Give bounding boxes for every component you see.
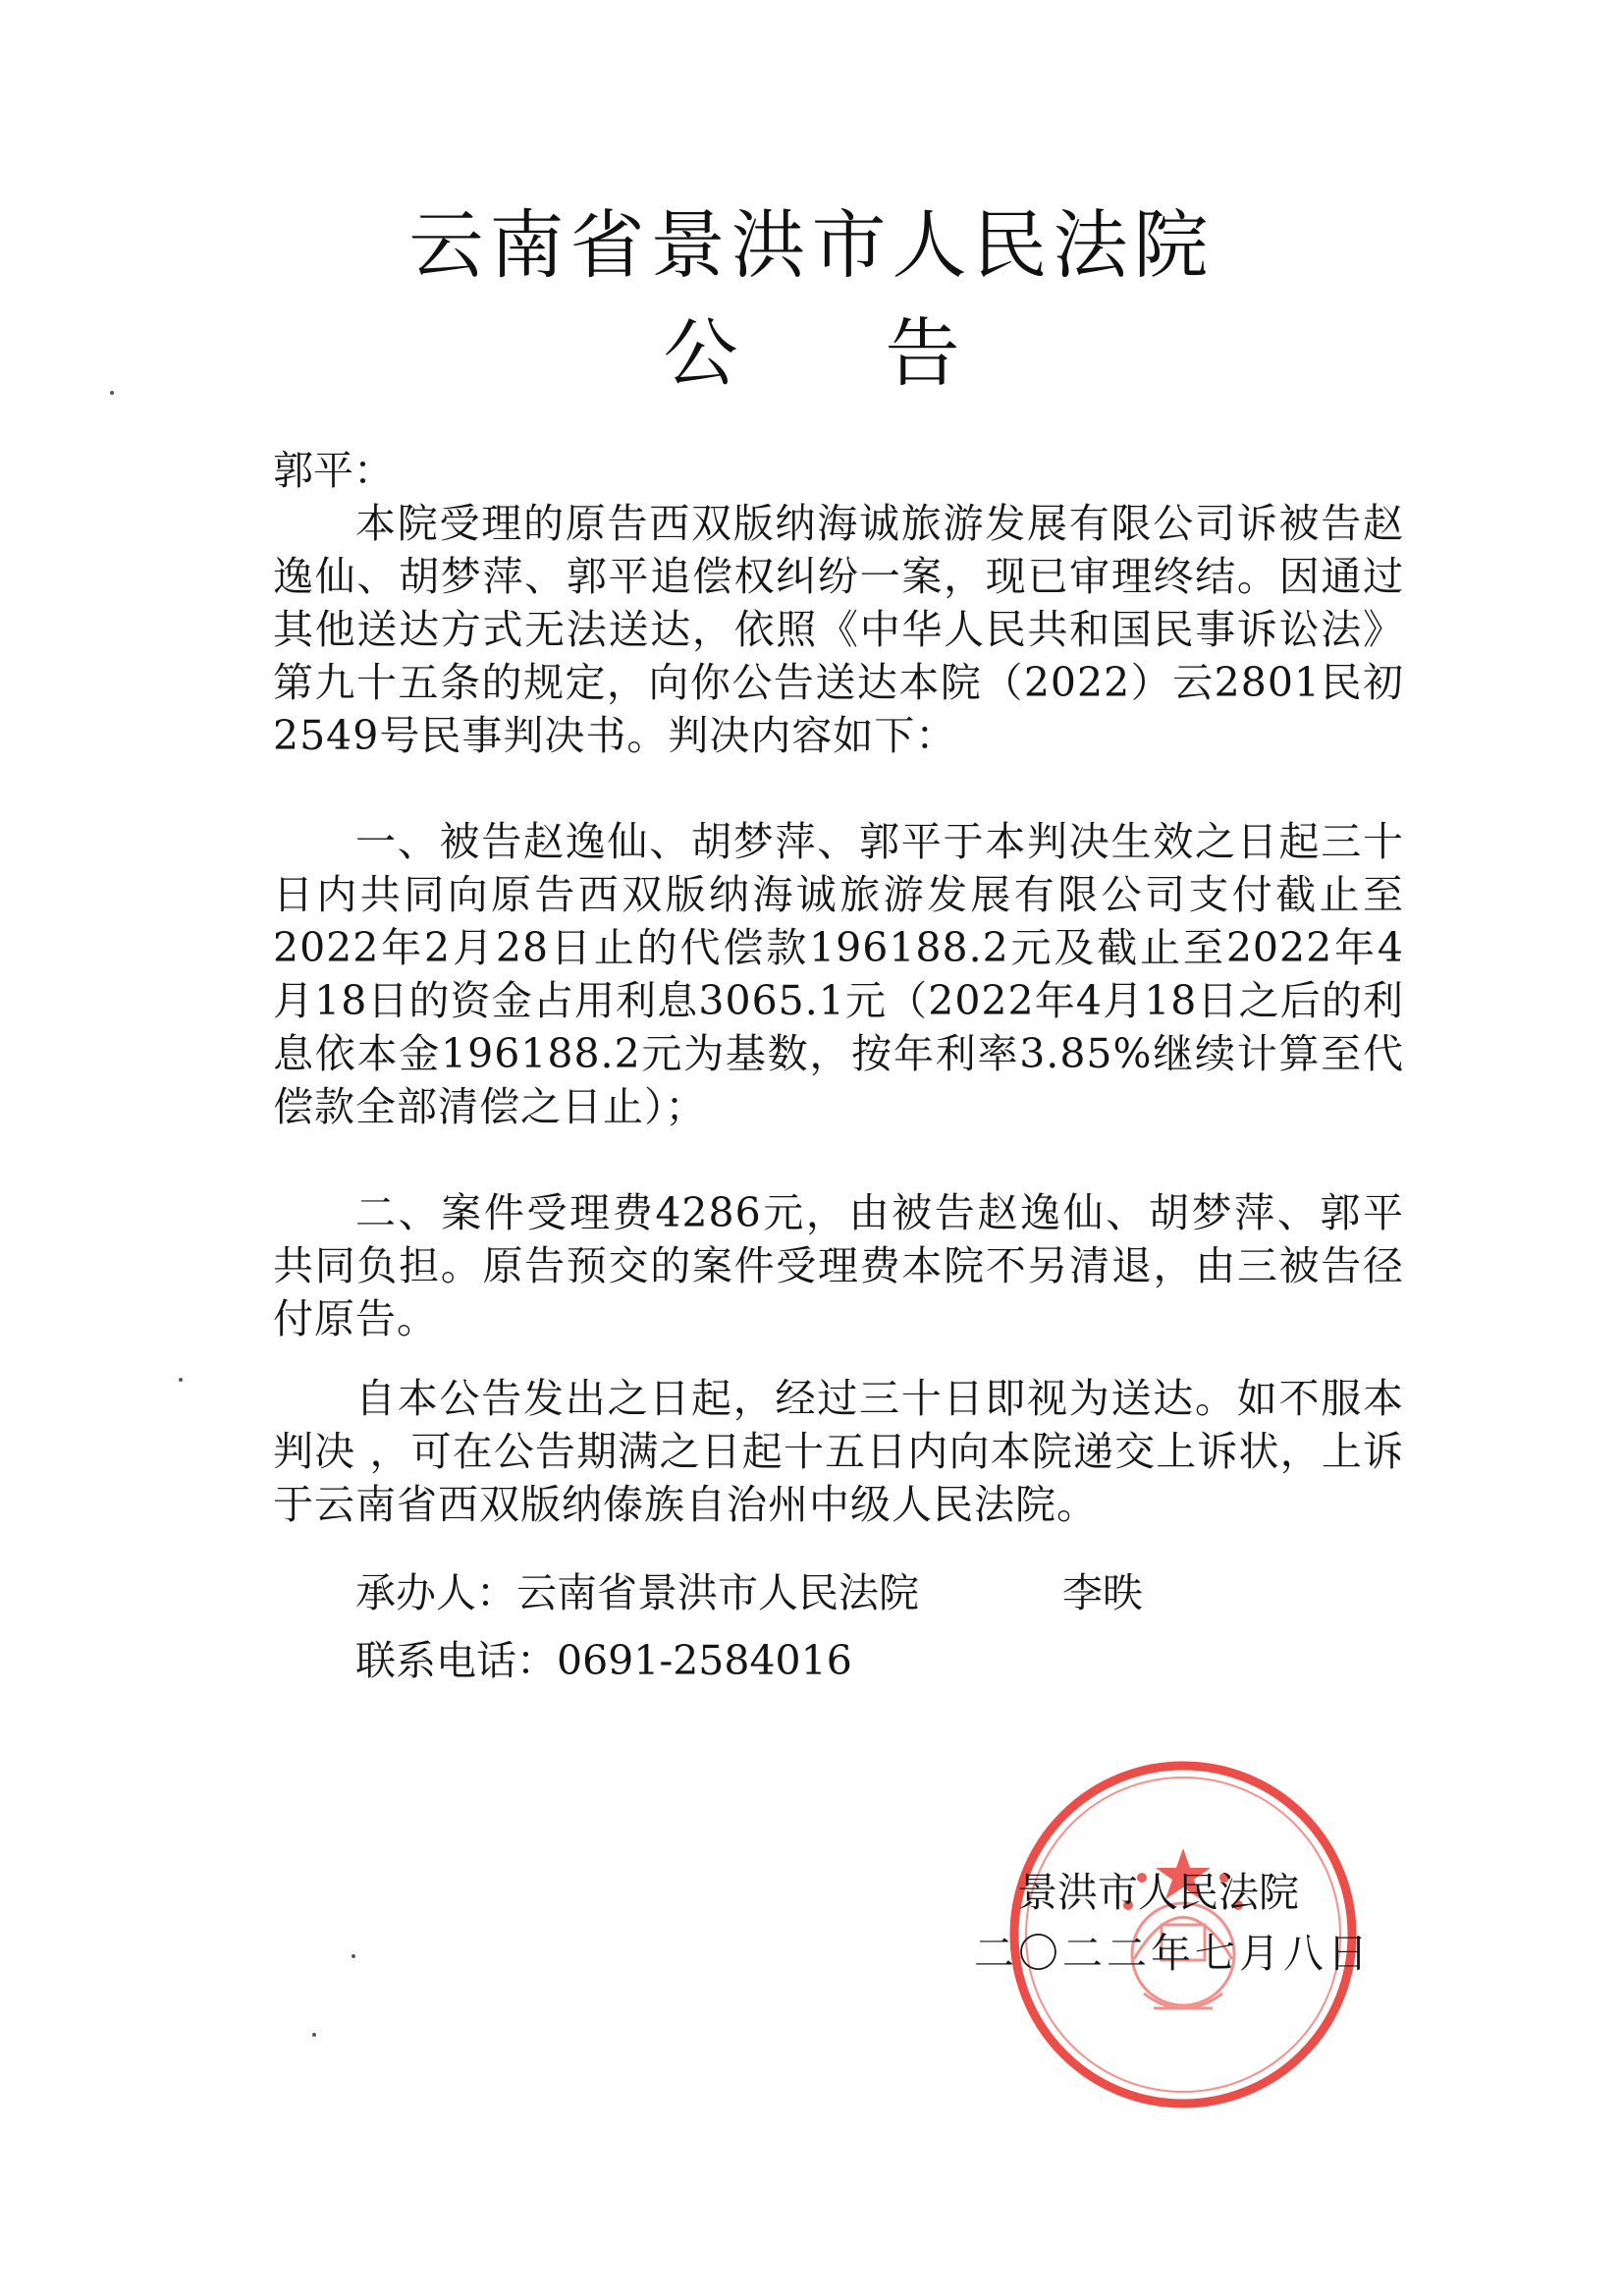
notice-title: 公告 — [663, 309, 1108, 397]
signature-court: 景洪市人民法院 — [1017, 1869, 1299, 1916]
scan-speck — [312, 2033, 316, 2037]
handler-name: 李昳 — [1062, 1569, 1143, 1616]
addressee: 郭平： — [273, 447, 394, 494]
scan-speck — [352, 1954, 355, 1958]
signature-date: 二〇二二年七月八日 — [974, 1930, 1372, 1977]
contact-phone: 联系电话：0691-2584016 — [355, 1637, 852, 1684]
handler-line — [355, 1566, 1487, 1619]
court-title: 云南省景洪市人民法院 — [408, 201, 1215, 289]
paragraph-service-appeal: 自本公告发出之日起，经过三十日即视为送达。如不服本判决 ，可在公告期满之日起十五日内向本院递交上诉状，上诉于云南省西双版纳傣族自治州中级人民法院。 — [273, 1375, 1404, 1528]
paragraph-judgment-item-2: 二、案件受理费4286元，由被告赵逸仙、胡梦萍、郭平共同负担。原告预交的案件受理费本院不另清退，由三被告径付原告。 — [273, 1189, 1404, 1342]
handler-label: 承办人：云南省景洪市人民法院 — [355, 1569, 919, 1616]
scan-speck — [179, 1378, 183, 1382]
paragraph-case-intro: 本院受理的原告西双版纳海诚旅游发展有限公司诉被告赵逸仙、胡梦萍、郭平追偿权纠纷一案，现已审理终结。因通过其他送达方式无法送达，依照《中华人民共和国民事诉讼法》第九十五条的规定，向你公告送达本院（2022）云2801民初2549号民事判决书。判决内容如下： — [273, 500, 1404, 759]
paragraph-judgment-item-1: 一、被告赵逸仙、胡梦萍、郭平于本判决生效之日起三十日内共同向原告西双版纳海诚旅游发展有限公司支付截止至2022年2月28日止的代偿款196188.2元及截止至2022年4月18日的资金占用利息3065.1元（2022年4月18日之后的利息依本金196188.2元为基数，按年利率3.85%继续计算至代偿款全部清偿之日止）； — [273, 818, 1404, 1130]
scan-speck — [110, 391, 114, 395]
